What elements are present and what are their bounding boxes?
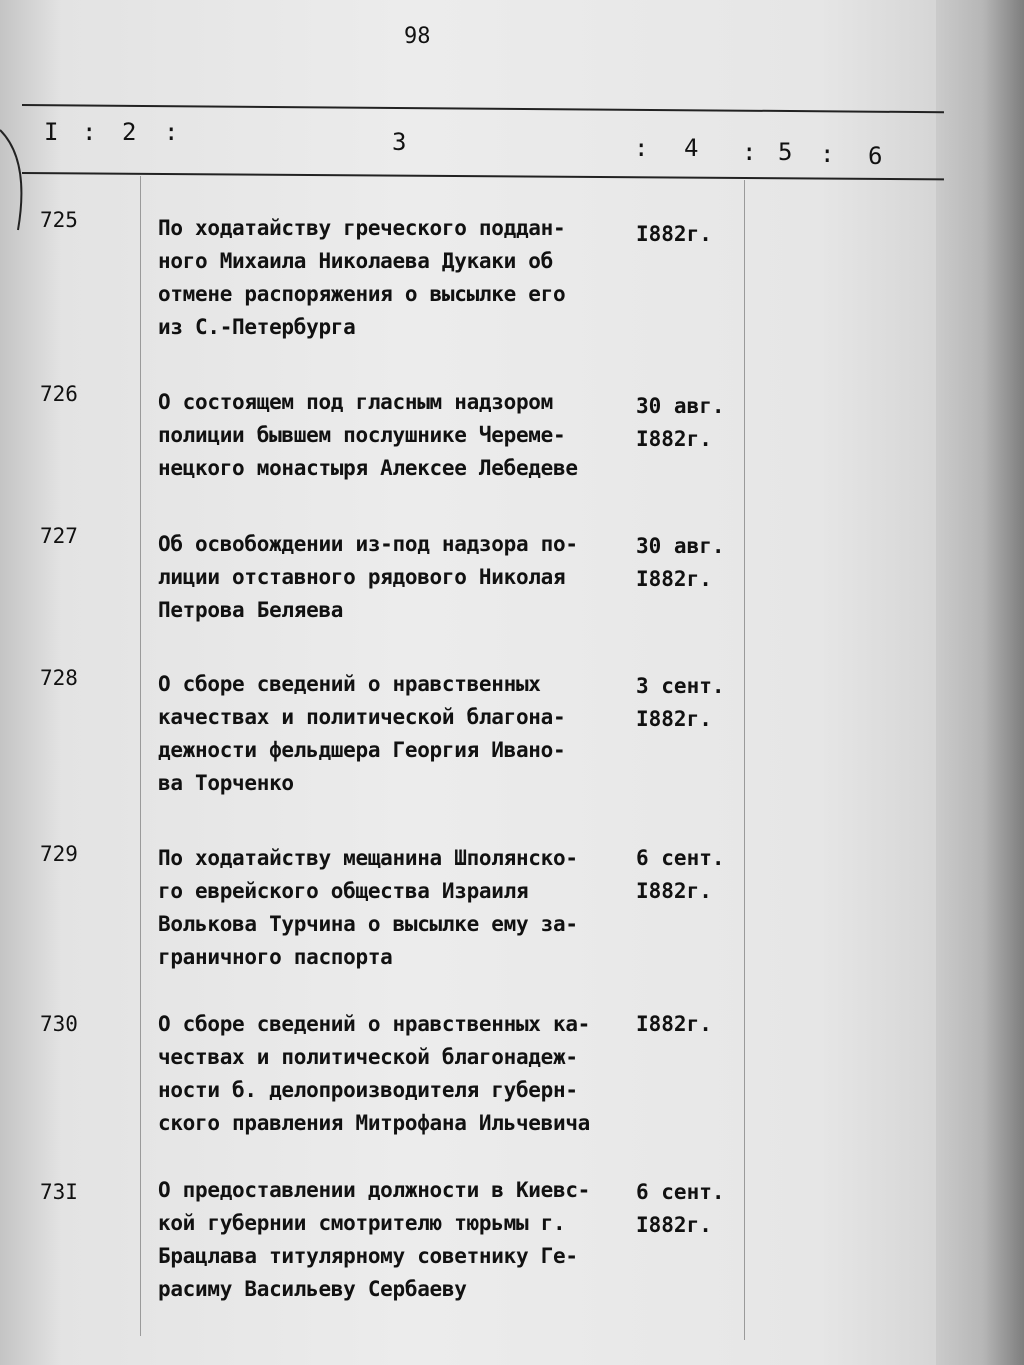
entry-number: 725 (40, 208, 78, 232)
entry-date: 30 авг. I882г. (636, 534, 725, 591)
entry-number: 727 (40, 524, 78, 548)
col-sep: : (820, 140, 835, 168)
entry-description: О предоставлении должности в Киевс- кой губернии смотрителю тюрьмы г. Брацлава титулярному советнику Ге- расиму Васильеву Сербаеву (158, 1178, 591, 1301)
col-head-6: 6 (868, 142, 883, 170)
col-head-5: 5 (778, 138, 793, 166)
entry-number: 730 (40, 1012, 78, 1036)
page-number: 98 (404, 24, 431, 49)
entry-description: О состоящем под гласным надзором полиции бывшем послушнике Череме- нецкого монастыря Алексее Лебедеве (158, 390, 578, 480)
column-divider (744, 180, 745, 1340)
col-sep: : (82, 118, 97, 146)
entry-description: По ходатайству греческого поддан- ного Михаила Николаева Дукаки об отмене распоряжения о высылке его из С.-Петербурга (158, 216, 566, 339)
binding-curve (0, 120, 40, 240)
col-sep: : (742, 138, 757, 166)
entry-date: I882г. (636, 222, 712, 246)
header-rule-top (22, 104, 944, 113)
entry-number: 726 (40, 382, 78, 406)
entry-description: Об освобождении из-под надзора по- лиции отставного рядового Николая Петрова Беляева (158, 532, 578, 622)
entry-date: 3 сент. I882г. (636, 674, 725, 731)
entry-description: О сборе сведений о нравственных ка- чествах и политической благонадеж- ности б. делопроизводителя губерн- ского правления Митрофана Ильчевича (158, 1012, 591, 1135)
column-divider (140, 176, 141, 1336)
entry-date: 6 сент. I882г. (636, 1180, 725, 1237)
header-rule-bottom (22, 172, 944, 180)
entry-description: По ходатайству мещанина Шполянско- го еврейского общества Израиля Волькова Турчина о высылке ему за- граничного паспорта (158, 846, 578, 969)
col-sep: : (164, 118, 179, 146)
entry-date: I882г. (636, 1012, 712, 1036)
col-head-2: 2 (122, 118, 137, 146)
col-sep: : (634, 134, 649, 162)
entry-date: 6 сент. I882г. (636, 846, 725, 903)
entry-number: 73I (40, 1180, 78, 1204)
page-edge-shadow (936, 0, 1024, 1365)
col-head-3: 3 (392, 128, 407, 156)
entry-number: 729 (40, 842, 78, 866)
entry-description: О сборе сведений о нравственных качествах и политической благона- дежности фельдшера Георгия Ивано- ва Торченко (158, 672, 566, 795)
col-head-4: 4 (684, 134, 699, 162)
entry-number: 728 (40, 666, 78, 690)
entry-date: 30 авг. I882г. (636, 394, 725, 451)
col-head-1: I (44, 118, 59, 146)
